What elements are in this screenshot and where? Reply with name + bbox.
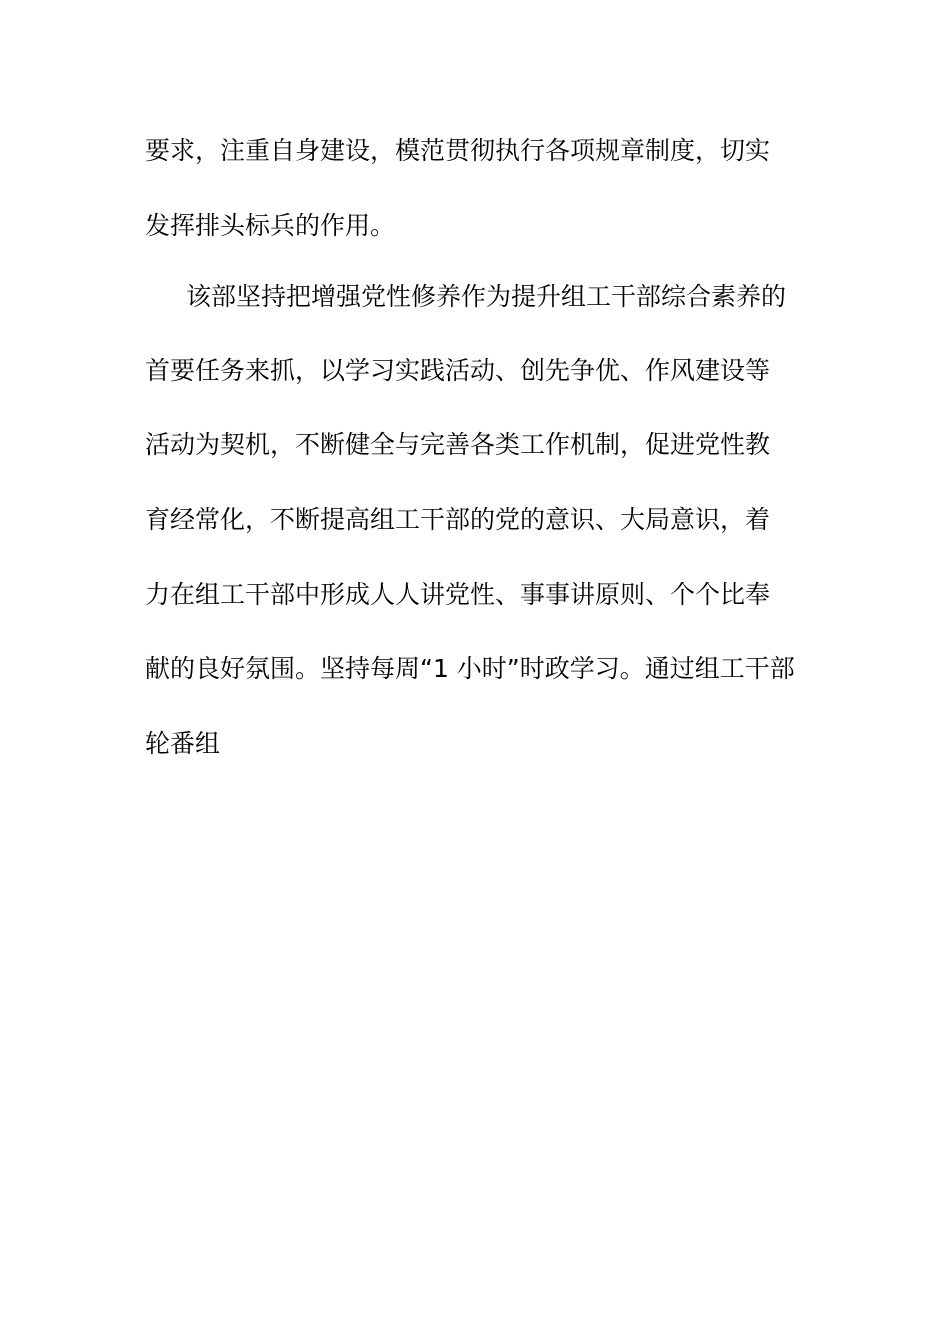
text-line: 育经常化，不断提高组工干部的党的意识、大局意识，着 (145, 505, 771, 534)
text-line: 活动为契机，不断健全与完善各类工作机制，促进党性教 (145, 430, 771, 459)
text-line: 要求，注重自身建设，模范贯彻执行各项规章制度，切实 (145, 136, 771, 165)
paragraph-first-line: 该部坚持把增强党性修养作为提升组工干部综合素养的 (186, 282, 787, 311)
text-line: 轮番组 (145, 729, 221, 758)
text-line: 献的良好氛围。坚持每周“1 小时”时政学习。通过组工干部 (145, 654, 795, 683)
text-line: 首要任务来抓，以学习实践活动、创先争优、作风建设等 (145, 356, 771, 385)
text-line: 力在组工干部中形成人人讲党性、事事讲原则、个个比奉 (145, 580, 771, 609)
text-line: 发挥排头标兵的作用。 (145, 211, 396, 240)
